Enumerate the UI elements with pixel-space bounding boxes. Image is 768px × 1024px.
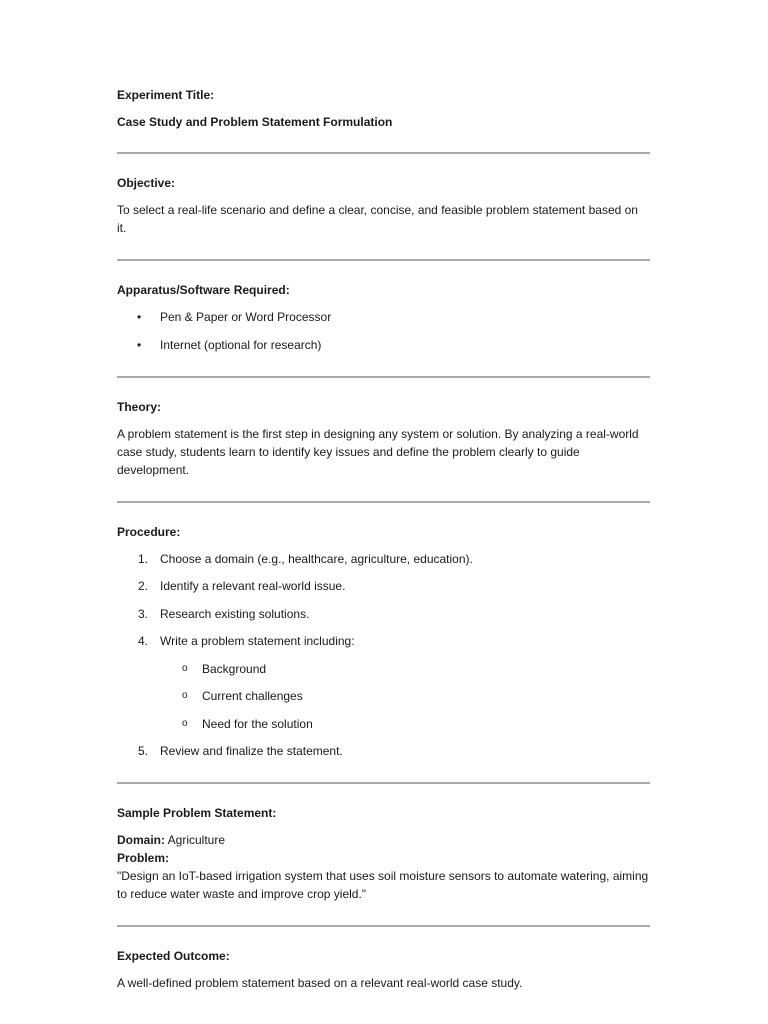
sub-list-item xyxy=(160,687,650,705)
step-number: 5. xyxy=(138,744,149,758)
step-number: 1. xyxy=(138,551,149,566)
experiment-title: Case Study and Problem Statement Formulation xyxy=(117,115,393,129)
bullet-icon: • xyxy=(137,337,142,352)
step-text: Review and finalize the statement. xyxy=(160,744,343,758)
apparatus-section xyxy=(117,281,650,354)
theory-heading: Theory: xyxy=(117,399,162,414)
objective-text: To select a real-life scenario and define a clear, concise, and feasible problem statement based on it. xyxy=(117,203,638,235)
outcome-heading: Expected Outcome: xyxy=(117,949,230,963)
sub-item-text: Current challenges xyxy=(202,689,303,703)
step-number: 3. xyxy=(138,606,149,621)
section-divider xyxy=(117,376,650,378)
procedure-steps xyxy=(117,550,650,761)
apparatus-heading: Apparatus/Software Required: xyxy=(117,283,290,297)
document-content xyxy=(117,86,650,1014)
sub-item-text: Need for the solution xyxy=(202,716,313,731)
procedure-sub-list xyxy=(160,660,650,733)
sample-section xyxy=(117,804,650,903)
outcome-text: A well-defined problem statement based on a relevant real-world case study. xyxy=(117,976,523,990)
sample-heading: Sample Problem Statement: xyxy=(117,806,277,820)
procedure-step xyxy=(117,632,650,733)
step-number: 4. xyxy=(138,634,149,648)
list-item-text: Pen & Paper or Word Processor xyxy=(160,310,332,324)
bullet-icon: • xyxy=(137,310,142,324)
list-item xyxy=(117,336,650,354)
section-divider xyxy=(117,501,650,503)
problem-text: "Design an IoT-based irrigation system that uses soil moisture sensors to automate watering, aiming to reduce water waste and improve crop yield." xyxy=(117,869,649,901)
step-text: Identify a relevant real-world issue. xyxy=(160,579,346,593)
procedure-step xyxy=(117,577,650,595)
section-divider xyxy=(117,259,650,261)
step-text: Research existing solutions. xyxy=(160,606,310,621)
list-item xyxy=(117,308,650,326)
theory-text: A problem statement is the first step in designing any system or solution. By analyzing a real-world case study, students learn to identify key issues and define the problem clearly to guide development. xyxy=(117,426,639,477)
outcome-section xyxy=(117,947,650,992)
sub-item-text: Background xyxy=(202,661,267,676)
problem-label: Problem: xyxy=(117,851,170,865)
procedure-step xyxy=(117,742,650,760)
circle-bullet-icon: o xyxy=(182,662,188,674)
step-text: Choose a domain (e.g., healthcare, agriculture, education). xyxy=(160,551,473,566)
circle-bullet-icon: o xyxy=(182,690,188,701)
step-number: 2. xyxy=(138,579,149,593)
section-divider xyxy=(117,782,650,784)
procedure-step xyxy=(117,605,650,623)
circle-bullet-icon: o xyxy=(182,717,188,729)
domain-label: Domain: xyxy=(117,833,165,847)
step-text: Write a problem statement including: xyxy=(160,634,355,648)
procedure-section xyxy=(117,523,650,761)
sample-domain xyxy=(117,831,650,849)
theory-section xyxy=(117,398,650,479)
domain-value: Agriculture xyxy=(165,833,226,847)
procedure-step xyxy=(117,550,650,568)
section-divider xyxy=(117,152,650,154)
sub-list-item xyxy=(160,660,650,678)
list-item-text: Internet (optional for research) xyxy=(160,337,322,352)
section-divider xyxy=(117,925,650,927)
objective-heading: Objective: xyxy=(117,176,176,190)
objective-section xyxy=(117,174,650,237)
apparatus-list xyxy=(117,308,650,354)
procedure-heading: Procedure: xyxy=(117,524,181,539)
experiment-title-label: Experiment Title: xyxy=(117,88,215,102)
sub-list-item xyxy=(160,715,650,733)
